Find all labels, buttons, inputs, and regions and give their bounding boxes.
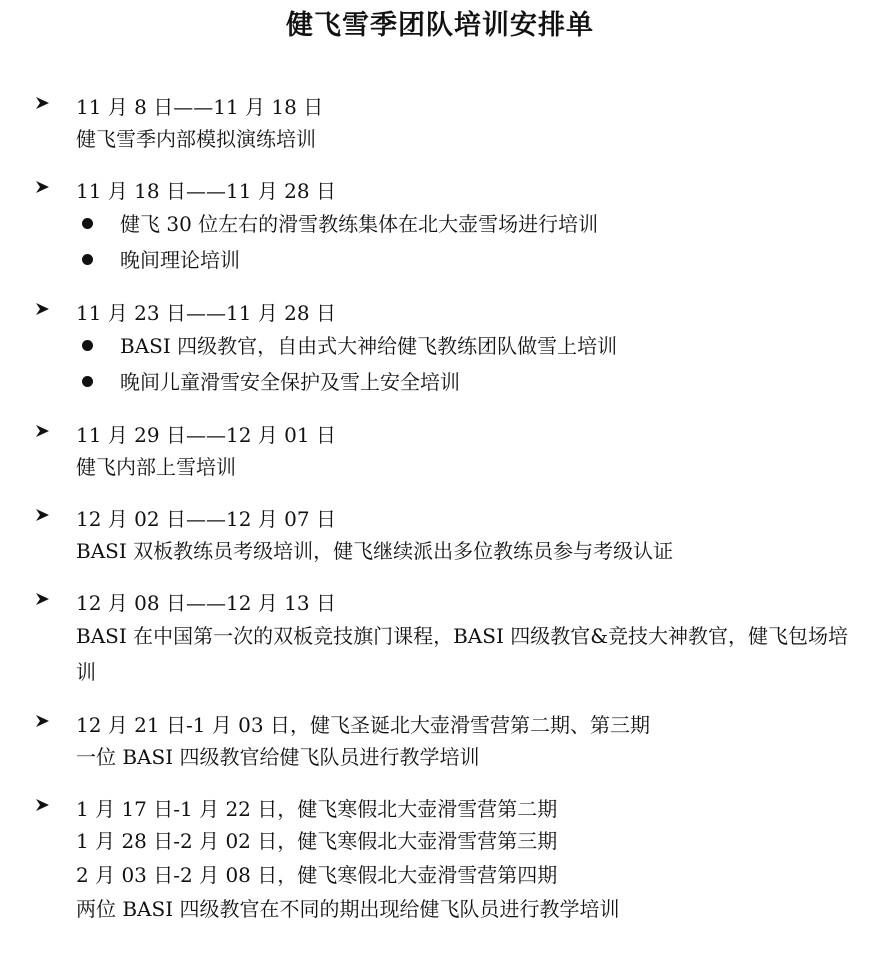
arrow-bullet-icon — [33, 300, 51, 318]
section-date: 11 月 18 日——11 月 28 日 — [76, 179, 336, 203]
section-description: 两位 BASI 四级教官在不同的期出现给健飞队员进行教学培训 — [76, 897, 620, 921]
arrow-bullet-icon — [33, 712, 51, 730]
arrow-bullet-icon — [33, 422, 51, 440]
schedule-list — [0, 92, 880, 946]
bullet-text: 晚间儿童滑雪安全保护及雪上安全培训 — [120, 370, 460, 394]
section-description: 1 月 28 日-2 月 02 日，健飞寒假北大壶滑雪营第三期 — [76, 829, 558, 853]
arrow-bullet-icon — [33, 178, 51, 196]
arrow-bullet-icon — [33, 94, 51, 112]
section-description: BASI 双板教练员考级培训，健飞继续派出多位教练员参与考级认证 — [76, 539, 674, 563]
section-date: 1 月 17 日-1 月 22 日，健飞寒假北大壶滑雪营第二期 — [76, 797, 558, 821]
bullet-item — [76, 206, 880, 242]
document-title: 健飞雪季团队培训安排单 — [286, 10, 594, 41]
schedule-section — [0, 588, 880, 690]
section-date: 11 月 29 日——12 月 01 日 — [76, 423, 336, 447]
section-description: 一位 BASI 四级教官给健飞队员进行教学培训 — [76, 745, 480, 769]
bullet-dot-icon — [82, 340, 93, 351]
section-date: 11 月 8 日——11 月 18 日 — [76, 95, 324, 119]
section-description: 2 月 03 日-2 月 08 日，健飞寒假北大壶滑雪营第四期 — [76, 863, 558, 887]
arrow-bullet-icon — [33, 506, 51, 524]
schedule-section — [0, 504, 880, 568]
section-date: 12 月 08 日——12 月 13 日 — [76, 591, 336, 615]
section-description: 健飞内部上雪培训 — [76, 455, 236, 479]
bullet-item — [76, 242, 880, 278]
schedule-section — [0, 298, 880, 400]
bullet-item — [76, 364, 880, 400]
schedule-section — [0, 710, 880, 774]
schedule-section — [0, 794, 880, 926]
bullet-text: BASI 四级教官，自由式大神给健飞教练团队做雪上培训 — [120, 334, 618, 358]
bullet-text: 健飞 30 位左右的滑雪教练集体在北大壶雪场进行培训 — [120, 212, 599, 236]
bullet-dot-icon — [82, 376, 93, 387]
arrow-bullet-icon — [33, 590, 51, 608]
schedule-section — [0, 420, 880, 484]
section-description: 健飞雪季内部模拟演练培训 — [76, 127, 316, 151]
section-date: 12 月 21 日-1 月 03 日，健飞圣诞北大壶滑雪营第二期、第三期 — [76, 713, 650, 737]
schedule-section — [0, 92, 880, 156]
bullet-text: 晚间理论培训 — [120, 248, 240, 272]
section-date: 12 月 02 日——12 月 07 日 — [76, 507, 336, 531]
section-description: BASI 在中国第一次的双板竞技旗门课程，BASI 四级教官&竞技大神教官，健飞包场培训 — [76, 624, 849, 684]
section-date: 11 月 23 日——11 月 28 日 — [76, 301, 336, 325]
schedule-section — [0, 176, 880, 278]
bullet-item — [76, 328, 880, 364]
arrow-bullet-icon — [33, 796, 51, 814]
bullet-dot-icon — [82, 254, 93, 265]
bullet-dot-icon — [82, 218, 93, 229]
